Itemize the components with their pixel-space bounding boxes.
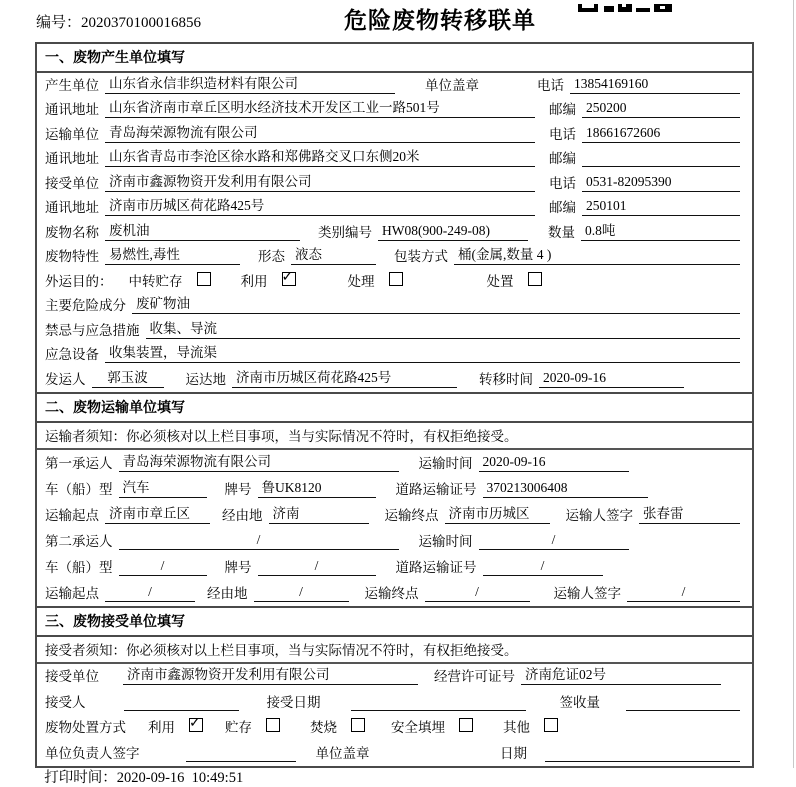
route2-sign-value: / bbox=[627, 584, 740, 602]
row-carrier2 bbox=[37, 528, 752, 554]
transporter-zip-label: 邮编 bbox=[549, 151, 576, 166]
waste-attr-label: 废物特性 bbox=[45, 249, 99, 264]
transporter-addr-label: 通讯地址 bbox=[45, 151, 99, 166]
route2-end-label: 运输终点 bbox=[364, 585, 419, 601]
sign-date-value bbox=[545, 747, 740, 762]
disposal-landfill-label: 安全填埋 bbox=[391, 720, 445, 735]
disposal-option-store bbox=[225, 716, 280, 736]
acceptor-value bbox=[124, 696, 239, 711]
signed-qty-value bbox=[626, 696, 740, 711]
purpose-treat-label: 处理 bbox=[347, 273, 375, 289]
accept-unit-label: 接受单位 bbox=[45, 669, 99, 684]
producer-addr-label: 通讯地址 bbox=[45, 102, 99, 117]
disposal-method-label: 废物处置方式 bbox=[45, 720, 126, 735]
receiver-label: 接受单位 bbox=[45, 175, 99, 191]
producer-zip-value: 250200 bbox=[582, 100, 740, 118]
road-license1-value: 370213006408 bbox=[483, 480, 648, 498]
waste-name-label: 废物名称 bbox=[45, 224, 99, 240]
row-taboo bbox=[37, 318, 752, 343]
print-time bbox=[37, 749, 243, 787]
section-producer bbox=[37, 44, 752, 392]
transporter-notice-label: 运输者须知： bbox=[45, 429, 126, 444]
road-license2-label: 道路运输证号 bbox=[395, 559, 477, 575]
manifest-form bbox=[35, 42, 754, 768]
row-disposal-method bbox=[37, 715, 752, 741]
row-transporter-address bbox=[37, 147, 752, 172]
row-waste-attr bbox=[37, 245, 752, 270]
waste-qty-label: 数量 bbox=[548, 224, 575, 240]
carrier1-value: 青岛海荣源物流有限公司 bbox=[119, 450, 399, 472]
disposal-use-label: 利用 bbox=[148, 720, 175, 735]
route1-via-value: 济南 bbox=[269, 502, 369, 524]
disposal-burn-label: 焚烧 bbox=[310, 720, 337, 735]
route2-sign-label: 运输人签字 bbox=[553, 585, 621, 601]
purpose-transfer-label: 中转贮存 bbox=[128, 273, 183, 289]
accept-date-label: 接受日期 bbox=[266, 694, 321, 710]
carrier1-time-label: 运输时间 bbox=[418, 455, 473, 471]
receiver-zip-label: 邮编 bbox=[549, 200, 576, 215]
vehicle2-label: 车（船）型 bbox=[45, 559, 113, 575]
purpose-label: 外运目的： bbox=[45, 273, 113, 289]
route1-start-label: 运输起点 bbox=[45, 507, 99, 523]
producer-value: 山东省永信非织造材料有限公司 bbox=[105, 72, 395, 94]
print-time-value: 2020-09-16 10:49:51 bbox=[116, 770, 244, 786]
destination-label: 运达地 bbox=[185, 371, 226, 387]
section2-title: 二、废物运输单位填写 bbox=[37, 394, 752, 423]
transfer-time-value: 2020-09-16 bbox=[539, 370, 684, 388]
waste-form-label: 形态 bbox=[258, 249, 285, 264]
transfer-checkbox bbox=[197, 272, 211, 286]
section-transporter bbox=[37, 392, 752, 606]
row-producer bbox=[37, 73, 752, 98]
transporter-label: 运输单位 bbox=[45, 126, 99, 142]
disposal-use-checkbox bbox=[189, 718, 203, 732]
producer-phone-value: 13854169160 bbox=[570, 76, 740, 94]
transporter-value: 青岛海荣源物流有限公司 bbox=[105, 121, 535, 143]
carrier2-label: 第二承运人 bbox=[45, 533, 113, 549]
receiver-addr-value: 济南市历城区荷花路425号 bbox=[105, 194, 535, 216]
document-number-value: 2020370100016856 bbox=[81, 15, 202, 31]
row-hazard bbox=[37, 294, 752, 319]
route1-via-label: 经由地 bbox=[222, 507, 263, 523]
receiver-zip-value: 250101 bbox=[582, 198, 740, 216]
row-accept-unit bbox=[37, 664, 752, 690]
row-route1 bbox=[37, 502, 752, 528]
destination-value: 济南市历城区荷花路425号 bbox=[232, 366, 457, 388]
row-waste-name bbox=[37, 220, 752, 245]
vehicle1-label: 车（船）型 bbox=[45, 481, 113, 497]
purpose-option-transfer bbox=[129, 270, 211, 290]
road-license2-value: / bbox=[483, 558, 603, 576]
transporter-notice-text: 你必须核对以上栏目事项，当与实际情况不符时，有权拒绝接受。 bbox=[126, 429, 518, 444]
producer-addr-value: 山东省济南市章丘区明水经济技术开发区工业一路501号 bbox=[105, 96, 535, 118]
row-receiver bbox=[37, 171, 752, 196]
dispatcher-value: 郭玉波 bbox=[92, 366, 164, 388]
waste-code-value: HW08(900-249-08) bbox=[378, 223, 528, 241]
row-producer-address bbox=[37, 98, 752, 123]
purpose-use-label: 利用 bbox=[240, 273, 268, 289]
section1-title: 一、废物产生单位填写 bbox=[37, 44, 752, 73]
carrier2-value: / bbox=[119, 532, 399, 550]
equipment-label: 应急设备 bbox=[45, 347, 99, 362]
route1-end-label: 运输终点 bbox=[384, 507, 439, 523]
row-carrier1 bbox=[37, 450, 752, 476]
operating-license-value: 济南危证02号 bbox=[521, 663, 721, 685]
vehicle2-value: / bbox=[119, 558, 207, 576]
route2-via-label: 经由地 bbox=[207, 585, 248, 601]
hazard-label: 主要危险成分 bbox=[45, 298, 126, 313]
route1-start-value: 济南市章丘区 bbox=[105, 502, 210, 524]
disposal-store-label: 贮存 bbox=[225, 720, 252, 735]
unit-stamp-label: 单位盖章 bbox=[315, 745, 370, 761]
row-vehicle2 bbox=[37, 554, 752, 580]
accept-date-value bbox=[351, 696, 526, 711]
receiver-notice-label: 接受者须知： bbox=[45, 643, 126, 658]
document-number-label: 编号： bbox=[36, 15, 82, 31]
receiver-notice bbox=[37, 637, 752, 664]
producer-label: 产生单位 bbox=[45, 77, 99, 93]
disposal-option-burn bbox=[310, 716, 365, 736]
transporter-zip-value bbox=[582, 152, 740, 167]
row-receiver-address bbox=[37, 196, 752, 221]
stamp-label: 单位盖章 bbox=[425, 77, 479, 93]
row-purpose bbox=[37, 269, 752, 294]
carrier2-time-value: / bbox=[479, 532, 629, 550]
disposal-option-use bbox=[148, 716, 203, 736]
page-title: 危险废物转移联单 bbox=[344, 8, 536, 33]
route1-sign-label: 运输人签字 bbox=[565, 507, 633, 523]
road-license1-label: 道路运输证号 bbox=[395, 481, 477, 497]
print-time-label: 打印时间： bbox=[44, 770, 117, 786]
carrier1-label: 第一承运人 bbox=[45, 455, 113, 471]
dispatcher-label: 发运人 bbox=[45, 371, 86, 387]
sign-date-label: 日期 bbox=[500, 745, 527, 761]
taboo-label: 禁忌与应急措施 bbox=[45, 322, 140, 338]
disposal-store-checkbox bbox=[266, 718, 280, 732]
disposal-option-landfill bbox=[391, 716, 473, 736]
equipment-value: 收集装置，导流渠 bbox=[105, 341, 740, 363]
waste-pack-label: 包装方式 bbox=[394, 249, 448, 264]
treat-checkbox bbox=[389, 272, 403, 286]
vehicle1-value: 汽车 bbox=[119, 476, 207, 498]
page-edge-line bbox=[793, 0, 794, 768]
purpose-option-use bbox=[241, 270, 296, 290]
route1-sign-value: 张春雷 bbox=[639, 502, 740, 524]
disposal-burn-checkbox bbox=[351, 718, 365, 732]
receiver-value: 济南市鑫源物资开发利用有限公司 bbox=[105, 170, 535, 192]
plate1-value: 鲁UK8120 bbox=[258, 476, 376, 498]
waste-form-value: 液态 bbox=[291, 243, 376, 265]
receiver-notice-text: 你必须核对以上栏目事项，当与实际情况不符时，有权拒绝接受。 bbox=[126, 643, 518, 658]
route2-end-value: / bbox=[425, 584, 530, 602]
carrier2-time-label: 运输时间 bbox=[418, 533, 473, 549]
plate2-label: 牌号 bbox=[224, 559, 252, 575]
producer-phone-label: 电话 bbox=[537, 77, 564, 93]
taboo-value: 收集、导流 bbox=[146, 317, 741, 339]
disposal-other-checkbox bbox=[544, 718, 558, 732]
accept-unit-value: 济南市鑫源物资开发利用有限公司 bbox=[123, 663, 418, 685]
section3-title: 三、废物接受单位填写 bbox=[37, 608, 752, 637]
carrier1-time-value: 2020-09-16 bbox=[479, 454, 629, 472]
route2-via-value: / bbox=[254, 584, 349, 602]
receiver-phone-label: 电话 bbox=[549, 175, 576, 191]
qr-code-fragment bbox=[578, 0, 674, 18]
row-vehicle1 bbox=[37, 476, 752, 502]
waste-pack-value: 桶(金属,数量 4 ) bbox=[454, 243, 740, 265]
hazard-value: 废矿物油 bbox=[132, 292, 740, 314]
transporter-phone-value: 18661672606 bbox=[582, 125, 740, 143]
row-route2 bbox=[37, 580, 752, 606]
signed-qty-label: 签收量 bbox=[559, 694, 600, 710]
receiver-phone-value: 0531-82095390 bbox=[582, 174, 740, 192]
transporter-phone-label: 电话 bbox=[549, 126, 576, 142]
receiver-addr-label: 通讯地址 bbox=[45, 200, 99, 215]
transporter-addr-value: 山东省青岛市李沧区徐水路和郑佛路交叉口东侧20米 bbox=[105, 145, 535, 167]
row-equipment bbox=[37, 343, 752, 368]
route2-start-value: / bbox=[105, 584, 195, 602]
waste-attr-value: 易燃性,毒性 bbox=[105, 243, 240, 265]
plate1-label: 牌号 bbox=[224, 481, 252, 497]
waste-name-value: 废机油 bbox=[105, 219, 300, 241]
purpose-dispose-label: 处置 bbox=[486, 273, 514, 289]
acceptor-label: 接受人 bbox=[45, 694, 86, 710]
row-transporter bbox=[37, 122, 752, 147]
purpose-option-treat bbox=[348, 270, 403, 290]
plate2-value: / bbox=[258, 558, 376, 576]
disposal-other-label: 其他 bbox=[503, 720, 530, 735]
purpose-option-dispose bbox=[487, 270, 542, 290]
disposal-landfill-checkbox bbox=[459, 718, 473, 732]
row-dispatch bbox=[37, 367, 752, 392]
transfer-time-label: 转移时间 bbox=[479, 371, 533, 387]
dispose-checkbox bbox=[528, 272, 542, 286]
waste-code-label: 类别编号 bbox=[318, 224, 372, 240]
section-receiver bbox=[37, 606, 752, 766]
producer-zip-label: 邮编 bbox=[549, 102, 576, 117]
waste-qty-value: 0.8吨 bbox=[581, 219, 740, 241]
route2-start-label: 运输起点 bbox=[45, 585, 99, 601]
disposal-option-other bbox=[503, 716, 558, 736]
use-checkbox bbox=[282, 272, 296, 286]
responsible-sign-label: 单位负责人签字 bbox=[45, 745, 140, 761]
route1-end-value: 济南市历城区 bbox=[445, 502, 550, 524]
row-acceptor bbox=[37, 689, 752, 715]
transporter-notice bbox=[37, 423, 752, 450]
operating-license-label: 经营许可证号 bbox=[434, 669, 515, 684]
